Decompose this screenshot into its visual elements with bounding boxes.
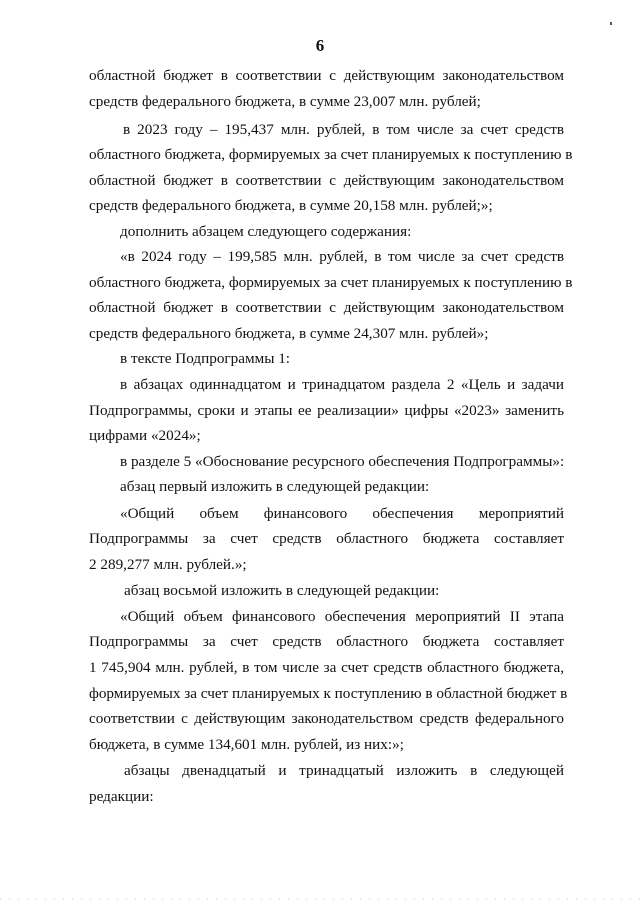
text-line: формируемых за счет планируемых к поступлению в областной бюджет в (89, 685, 568, 702)
text-line: «Общий объем финансового обеспечения мероприятий (120, 505, 564, 522)
text-line: цифрами «2024»; (89, 427, 201, 444)
text-line: «в 2024 году – 199,585 млн. рублей, в том числе за счет средств (120, 248, 564, 265)
text-line: областной бюджет в соответствии с действующим законодательством (89, 67, 564, 84)
text-line: дополнить абзацем следующего содержания: (120, 223, 412, 240)
text-line: Подпрограммы за счет средств областного бюджета составляет (89, 633, 564, 650)
scan-edge (0, 898, 640, 900)
text-line: областной бюджет в соответствии с действующим законодательством (89, 299, 564, 316)
text-line: соответствии с действующим законодательством средств федерального (89, 710, 564, 727)
text-line: бюджета, в сумме 134,601 млн. рублей, из них:»; (89, 736, 404, 753)
text-line: 1 745,904 млн. рублей, в том числе за счет средств областного бюджета, (89, 659, 564, 676)
text-line: областного бюджета, формируемых за счет планируемых к поступлению в (89, 274, 573, 291)
text-line: средств федерального бюджета, в сумме 20,158 млн. рублей;»; (89, 197, 493, 214)
text-line: в 2023 году – 195,437 млн. рублей, в том числе за счет средств (123, 121, 564, 138)
text-line: в тексте Подпрограммы 1: (120, 350, 291, 367)
text-line: средств федерального бюджета, в сумме 23,007 млн. рублей; (89, 93, 481, 110)
text-line: абзац восьмой изложить в следующей редакции: (124, 582, 440, 599)
text-line: в разделе 5 «Обоснование ресурсного обеспечения Подпрограммы»: (120, 453, 565, 470)
text-line: средств федерального бюджета, в сумме 24,307 млн. рублей»; (89, 325, 489, 342)
text-line: «Общий объем финансового обеспечения мероприятий II этапа (120, 608, 564, 625)
text-line: абзац первый изложить в следующей редакции: (120, 478, 430, 495)
text-line: Подпрограммы, сроки и этапы ее реализации» цифры «2023» заменить (89, 402, 564, 419)
text-line: областного бюджета, формируемых за счет планируемых к поступлению в (89, 146, 573, 163)
text-line: Подпрограммы за счет средств областного бюджета составляет (89, 530, 564, 547)
text-line: абзацы двенадцатый и тринадцатый изложить в следующей (124, 762, 564, 779)
text-line: в абзацах одиннадцатом и тринадцатом раздела 2 «Цель и задачи (120, 376, 564, 393)
text-line: областной бюджет в соответствии с действующим законодательством (89, 172, 564, 189)
text-line: редакции: (89, 788, 154, 805)
text-line: 2 289,277 млн. рублей.»; (89, 556, 247, 573)
page-number: 6 (315, 36, 325, 55)
scan-mark (610, 22, 612, 25)
